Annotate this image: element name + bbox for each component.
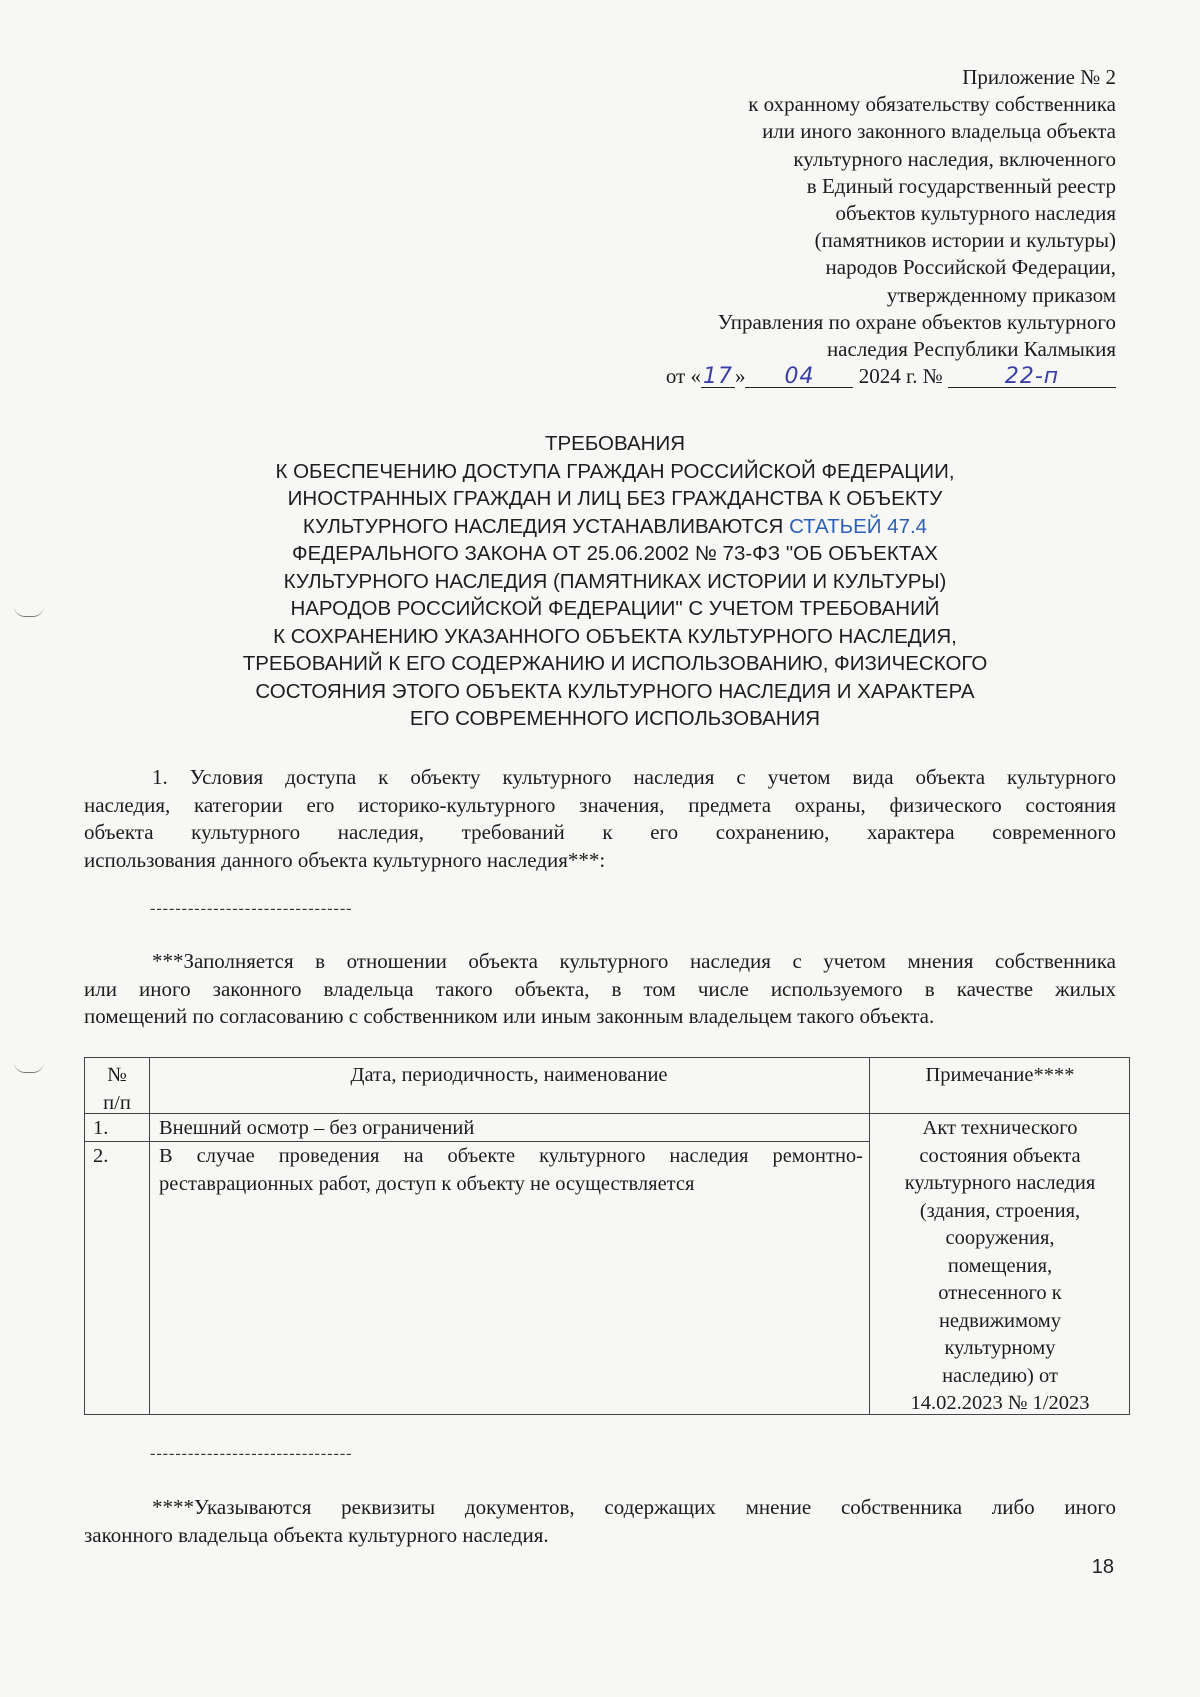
- footnote-line: ***Заполняется в отношении объекта культурного наследия с учетом мнения собственника: [152, 949, 1116, 973]
- table-header-description: Дата, периодичность, наименование: [350, 1064, 668, 1086]
- title-line: К СОХРАНЕНИЮ УКАЗАННОГО ОБЪЕКТА КУЛЬТУРНОГО НАСЛЕДИЯ,: [273, 624, 957, 648]
- date-month-field: [745, 363, 853, 388]
- footnote-line: помещений по согласованию с собственником или иным законным владельцем такого объекта.: [84, 1004, 935, 1028]
- header-line: народов Российской Федерации,: [825, 255, 1116, 280]
- access-requirements-table: [84, 1057, 1130, 1415]
- date-prefix: от «: [665, 364, 701, 389]
- title-line-text: КУЛЬТУРНОГО НАСЛЕДИЯ УСТАНАВЛИВАЮТСЯ: [302, 514, 790, 538]
- title-line: [120, 513, 1110, 541]
- table-row-description: В случае проведения на объекте культурного наследия ремонтно- реставрационных работ, доступ к объекту не осуществляется: [159, 1145, 863, 1195]
- table-header-number: № п/п: [103, 1064, 131, 1114]
- table-column-divider: [149, 1058, 150, 1414]
- header-line: объектов культурного наследия: [835, 201, 1116, 226]
- header-line: наследия Республики Калмыкия: [826, 337, 1116, 362]
- paragraph-line: 1. Условия доступа к объекту культурного наследия с учетом вида объекта культурного: [152, 765, 1116, 789]
- table-header-note: Примечание****: [925, 1064, 1075, 1086]
- title-line: НАРОДОВ РОССИЙСКОЙ ФЕДЕРАЦИИ" С УЧЕТОМ ТРЕБОВАНИЙ: [290, 597, 940, 620]
- table-row-number: 1.: [93, 1117, 109, 1139]
- header-line: (памятников истории и культуры): [814, 228, 1116, 253]
- title-line: К ОБЕСПЕЧЕНИЮ ДОСТУПА ГРАЖДАН РОССИЙСКОЙ ФЕДЕРАЦИИ,: [275, 459, 955, 483]
- handwritten-order-number: 22-п: [1004, 364, 1060, 390]
- punch-hole-mark: [14, 606, 44, 617]
- header-line: Приложение № 2: [962, 65, 1116, 89]
- header-line: Управления по охране объектов культурного: [717, 309, 1116, 334]
- law-article-link[interactable]: СТАТЬЕЙ 47.4: [789, 514, 928, 538]
- table-header-divider: [85, 1113, 1129, 1114]
- document-title: [120, 430, 1110, 733]
- paragraph-line: объекта культурного наследия, требований к его сохранению, характера современного: [84, 820, 1116, 844]
- title-line: ТРЕБОВАНИЙ К ЕГО СОДЕРЖАНИЮ И ИСПОЛЬЗОВАНИЮ, ФИЗИЧЕСКОГО: [242, 652, 988, 675]
- paragraph-line: использования данного объекта культурного наследия***:: [84, 847, 606, 872]
- date-year-label: 2024 г. №: [858, 364, 943, 389]
- footnote-document-details: [84, 1494, 1116, 1549]
- footnote-line: законного владельца объекта культурного наследия.: [84, 1522, 549, 1547]
- table-note-cell: Акт технического состояния объекта культурного наследия (здания, строения, сооружения, помещения, отнесенного к недвижимому культурному наследию) от 14.02.2023 № 1/2023: [904, 1117, 1096, 1414]
- title-line: ЕГО СОВРЕМЕННОГО ИСПОЛЬЗОВАНИЯ: [409, 707, 821, 730]
- header-line: в Единый государственный реестр: [806, 173, 1116, 198]
- title-line: ИНОСТРАННЫХ ГРАЖДАН И ЛИЦ БЕЗ ГРАЖДАНСТВА К ОБЪЕКТУ: [287, 487, 943, 510]
- footnote-separator: --------------------------------: [150, 900, 353, 917]
- punch-hole-mark: [14, 1062, 44, 1073]
- handwritten-day: 17: [702, 364, 733, 390]
- table-row-description: Внешний осмотр – без ограничений: [159, 1117, 475, 1139]
- handwritten-month: 04: [784, 364, 815, 390]
- table-row-number: 2.: [93, 1145, 109, 1167]
- title-line: КУЛЬТУРНОГО НАСЛЕДИЯ (ПАМЯТНИКАХ ИСТОРИИ И КУЛЬТУРЫ): [283, 569, 947, 593]
- paragraph-line: наследия, категории его историко-культурного значения, предмета охраны, физического состояния: [84, 792, 1116, 817]
- appendix-header: [556, 64, 1116, 390]
- header-line: к охранному обязательству собственника: [748, 92, 1116, 117]
- header-line: культурного наследия, включенного: [793, 146, 1116, 171]
- page-number: 18: [1091, 1556, 1114, 1578]
- date-day-field: [701, 363, 735, 388]
- header-line: или иного законного владельца объекта: [762, 119, 1116, 144]
- title-line: ТРЕБОВАНИЯ: [544, 432, 686, 455]
- title-line: ФЕДЕРАЛЬНОГО ЗАКОНА ОТ 25.06.2002 № 73-ФЗ "ОБ ОБЪЕКТАХ: [292, 542, 938, 565]
- footnote-line: или иного законного владельца такого объекта, в том числе используемого в качестве жилых: [84, 976, 1116, 1001]
- footnote-owner-opinion: [84, 948, 1116, 1031]
- access-conditions-paragraph: [84, 764, 1116, 874]
- order-date-line: [556, 363, 1116, 390]
- order-number-field: [948, 363, 1116, 388]
- footnote-separator: --------------------------------: [150, 1445, 353, 1462]
- date-quote-close: »: [734, 364, 746, 389]
- title-line: СОСТОЯНИЯ ЭТОГО ОБЪЕКТА КУЛЬТУРНОГО НАСЛЕДИЯ И ХАРАКТЕРА: [255, 679, 975, 703]
- footnote-line: ****Указываются реквизиты документов, содержащих мнение собственника либо иного: [152, 1495, 1116, 1519]
- header-line: утвержденному приказом: [886, 282, 1116, 307]
